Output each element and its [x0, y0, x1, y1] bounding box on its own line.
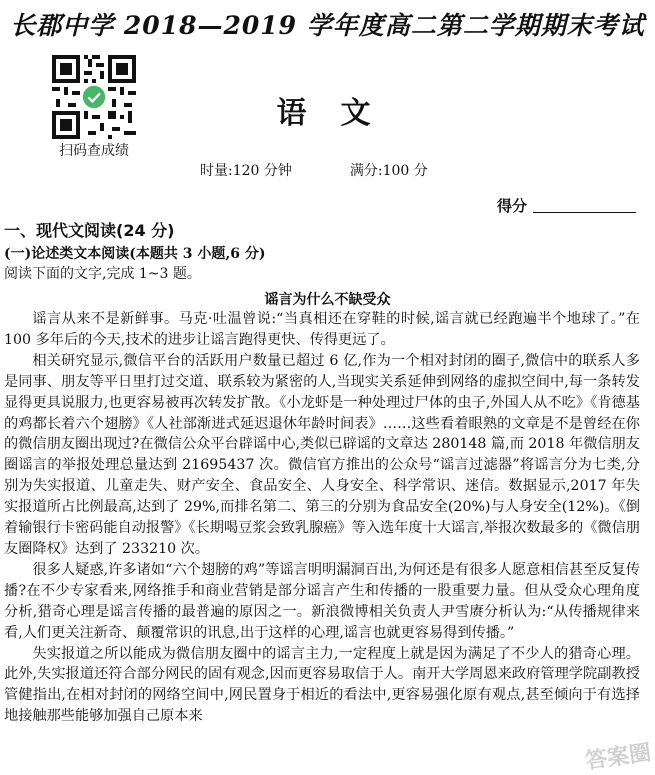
score-label: 得分	[497, 197, 528, 215]
section-heading: 一、现代文阅读(24 分)	[4, 221, 175, 240]
instruction: 阅读下面的文字,完成 1~3 题。	[4, 266, 201, 282]
subject-title: 语文	[276, 96, 405, 131]
paragraph: 相关研究显示,微信平台的活跃用户数量已超过 6 亿,作为一个相对封闭的圈子,微信中的联系人多是同事、朋友等平日里打过交道、联系较为紧密的人,当现实关系延伸到网络的虚拟空间中,每一条转发显得更具说服力,也更容易被再次转发扩散。《小龙虾是一种处理过尸体的虫子,外国人从不吃》《肯德基的鸡都长着六个翅膀》《人社部渐进式延迟退休年龄时间表》……这些看着眼熟的文章是不是曾经在你的微信朋友圈出现过?在微信公众平台辟谣中心,类似已辟谣的文章达 280148 篇,而 2018 年微信朋友圈谣言的举报处理总量达到 21695437 次。微信官方推出的公众号“谣言过滤器”将谣言分为七类,分别为失实报道、儿童走失、财产安全、食品安全、人身安全、科学常识、迷信。数据显示,2017 年失实报道所占比例最高,达到了 29%,而排名第二、第三的分别为食品安全(20%)与人身安全(12%)。《倒着输银行卡密码能自动报警》《长期喝豆浆会致乳腺癌》等入选年度十大谣言,举报次数最多的《微信朋友圈降权》达到了 233210 次。	[4, 352, 640, 557]
article-title: 谣言为什么不缺受众	[264, 292, 391, 308]
paragraph: 很多人疑惑,许多诸如“六个翅膀的鸡”等谣言明明漏洞百出,为何还是有很多人愿意相信甚至反复传播?在不少专家看来,网络推手和商业营销是部分谣言产生和传播的一股重要力量。但从受众心理角度分析,猎奇心理是谣言传播的最普遍的原因之一。新浪微博相关负责人尹雪赓分析认为:“从传播规律来看,人们更关注新奇、颠覆常识的讯息,出于这样的心理,谣言也就更容易得到传播。”	[4, 561, 640, 641]
exam-title: 长郡中学 2018—2019 学年度高二第二学期期末考试	[10, 11, 645, 40]
qr-caption: 扫码查成绩	[59, 143, 129, 159]
full-score: 满分:100 分	[349, 163, 428, 179]
paragraph: 失实报道之所以能成为微信朋友圈中的谣言主力,一定程度上就是因为满足了不少人的猎奇心理。此外,失实报道还符合部分网民的固有观念,因而更容易取信于人。南开大学周恩来政府管理学院副教授管健指出,在相对封闭的网络空间中,网民置身于相近的看法中,更容易强化原有观点,甚至倾向于有选择地接触那些能够加强自己原本来	[4, 645, 640, 725]
exam-meta	[200, 160, 428, 180]
time-limit: 时量:120 分钟	[200, 163, 292, 179]
paragraph: 谣言从来不是新鲜事。马克·吐温曾说:“当真相还在穿鞋的时候,谣言就已经跑遍半个地球了。”在 100 多年后的今天,技术的进步让谣言跑得更快、传得更远了。	[4, 311, 640, 348]
section-subheading: (一)论述类文本阅读(本题共 3 小题,6 分)	[4, 246, 266, 262]
score-blank[interactable]	[533, 212, 636, 213]
article-body	[4, 309, 640, 727]
watermark: 答案圈	[583, 740, 653, 775]
